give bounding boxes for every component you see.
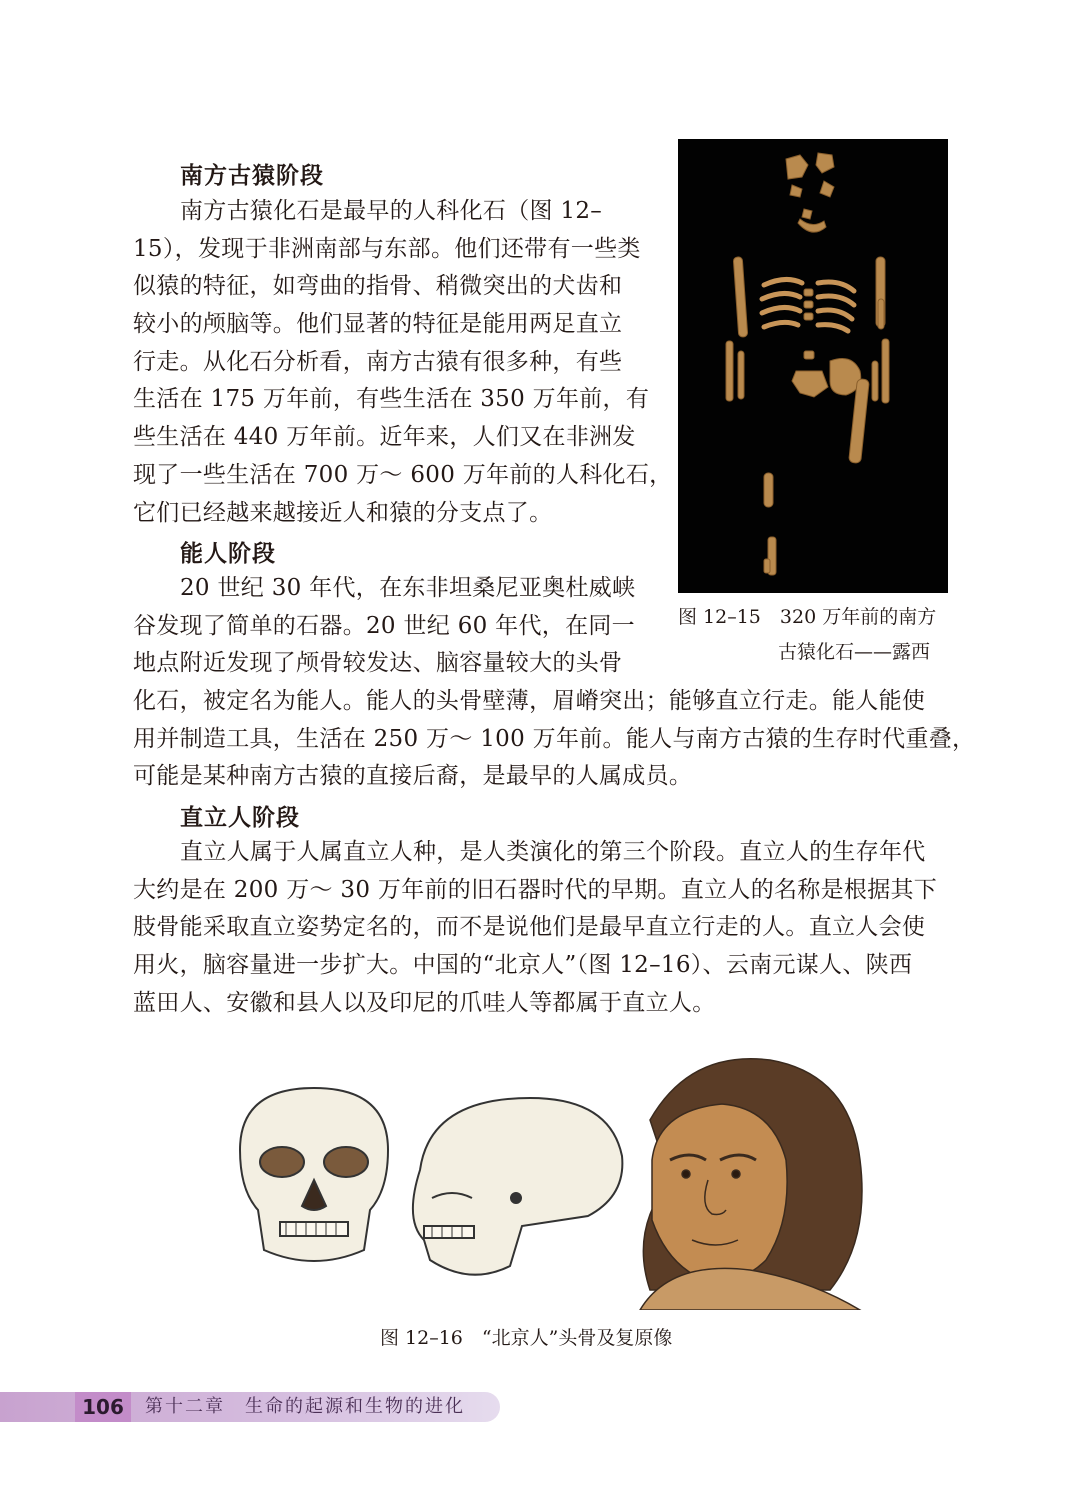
figure-12-15-caption-line1: 图 12–15 320 万年前的南方 bbox=[678, 606, 937, 628]
skeleton-illustration bbox=[678, 139, 948, 593]
text-line: 行走。从化石分析看，南方古猿有很多种，有些 bbox=[133, 348, 623, 375]
chapter-title: 第十二章 生命的起源和生物的进化 bbox=[145, 1396, 465, 1417]
text-line: 生活在 175 万年前，有些生活在 350 万年前，有 bbox=[133, 386, 650, 413]
text-line: 似猿的特征，如弯曲的指骨、稍微突出的犬齿和 bbox=[133, 273, 623, 300]
peking-man-reconstruction bbox=[640, 1059, 862, 1310]
heading-homo-erectus: 直立人阶段 bbox=[180, 805, 300, 831]
paragraph-australopithecus bbox=[133, 193, 672, 532]
lucy-fossil-photo bbox=[678, 139, 948, 593]
text-line: 较小的颅脑等。他们显著的特征是能用两足直立 bbox=[133, 311, 623, 338]
text-line: 些生活在 440 万年前。近年来，人们又在非洲发 bbox=[133, 424, 636, 451]
text-line: 现了一些生活在 700 万～ 600 万年前的人科化石， bbox=[133, 461, 673, 488]
page-number: 106 bbox=[75, 1392, 131, 1422]
heading-homo-habilis: 能人阶段 bbox=[180, 541, 276, 567]
text-line: 用火，脑容量进一步扩大。中国的“北京人”（图 12–16）、云南元谋人、陕西 bbox=[133, 952, 913, 979]
paragraph-homo-erectus bbox=[133, 834, 937, 1022]
text-line: 化石，被定名为能人。能人的头骨壁薄，眉嵴突出；能够直立行走。能人能使 bbox=[133, 688, 926, 715]
text-line: 20 世纪 30 年代，在东非坦桑尼亚奥杜威峡 bbox=[180, 575, 636, 601]
text-line: 地点附近发现了颅骨较发达、脑容量较大的头骨 bbox=[133, 650, 623, 677]
skull-front-view bbox=[240, 1088, 388, 1261]
skulls-and-reconstruction-illustration bbox=[220, 1050, 880, 1310]
text-line: 用并制造工具，生活在 250 万～ 100 万年前。能人与南方古猿的生存时代重叠， bbox=[133, 725, 976, 752]
peking-man-figure bbox=[220, 1050, 880, 1310]
skull-side-view bbox=[413, 1098, 622, 1275]
text-line: 大约是在 200 万～ 30 万年前的旧石器时代的早期。直立人的名称是根据其下 bbox=[133, 876, 938, 903]
text-line: 蓝田人、安徽和县人以及印尼的爪哇人等都属于直立人。 bbox=[133, 989, 716, 1016]
heading-australopithecus: 南方古猿阶段 bbox=[180, 163, 324, 189]
text-line: 谷发现了简单的石器。20 世纪 60 年代，在同一 bbox=[133, 612, 635, 639]
text-line: 直立人属于人属直立人种，是人类演化的第三个阶段。直立人的生存年代 bbox=[180, 839, 926, 865]
text-line: 它们已经越来越接近人和猿的分支点了。 bbox=[133, 499, 553, 526]
text-line: 南方古猿化石是最早的人科化石（图 12– bbox=[180, 198, 603, 224]
figure-12-16-caption: 图 12–16 “北京人”头骨及复原像 bbox=[380, 1327, 673, 1349]
figure-12-15-caption-line2: 古猿化石——露西 bbox=[778, 641, 931, 663]
text-line: 肢骨能采取直立姿势定名的，而不是说他们是最早直立行走的人。直立人会使 bbox=[133, 914, 926, 941]
text-line: 15），发现于非洲南部与东部。他们还带有一些类 bbox=[133, 235, 641, 262]
text-line: 可能是某种南方古猿的直接后裔，是最早的人属成员。 bbox=[133, 763, 693, 790]
